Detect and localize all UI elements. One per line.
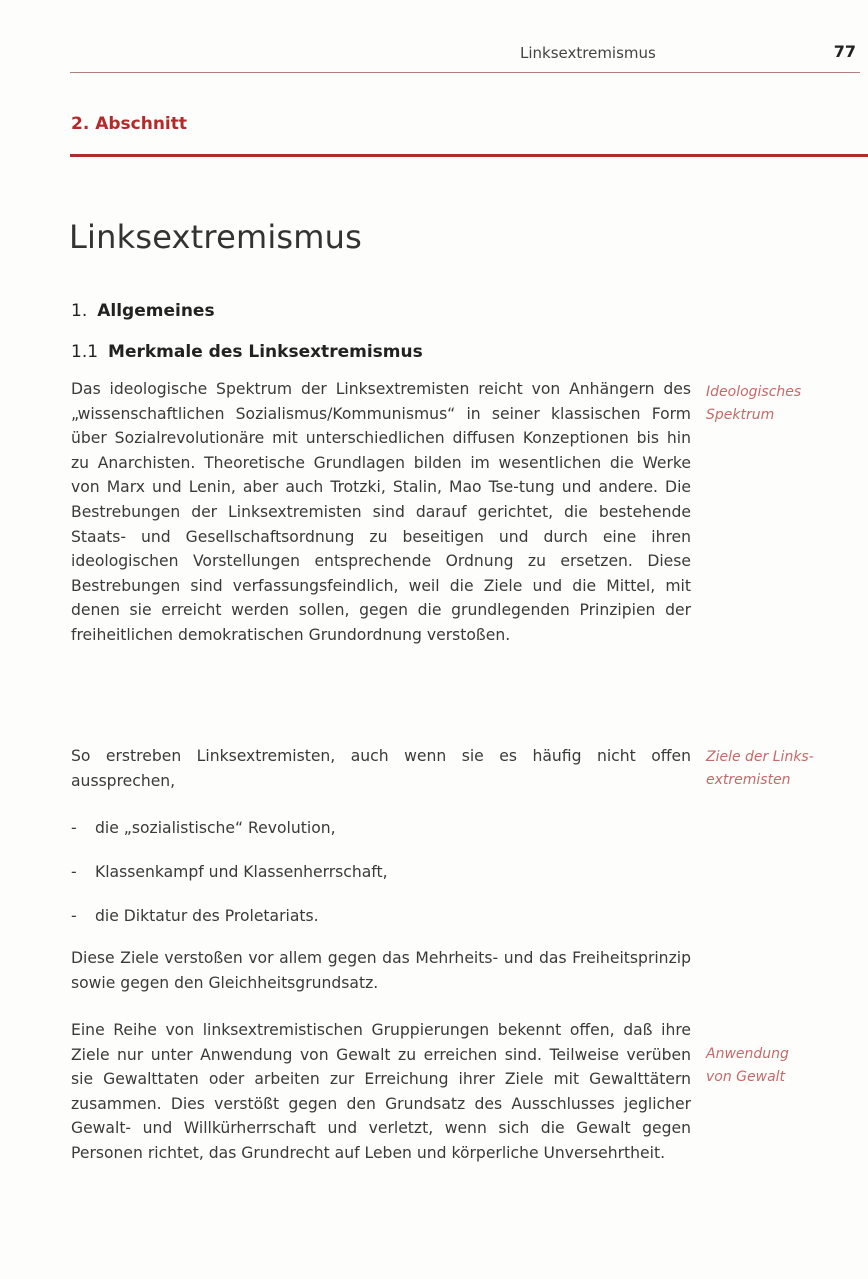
section-heading-1 <box>71 301 215 321</box>
margin-note-line: Ideologisches <box>706 384 802 400</box>
section-title: Allgemeines <box>97 301 215 321</box>
margin-note-ideological-spectrum <box>706 381 856 427</box>
section-heading-1-1 <box>71 342 423 362</box>
list-item <box>71 904 691 948</box>
list-item <box>71 860 691 904</box>
section-number: 1.1 <box>71 342 99 362</box>
section-number: 1. <box>71 301 88 321</box>
list-item <box>71 816 691 860</box>
chapter-rule <box>70 154 868 157</box>
margin-note-goals <box>706 746 856 792</box>
page-title: Linksextremismus <box>69 218 363 256</box>
list-dash: - <box>71 907 77 925</box>
list-dash: - <box>71 819 77 837</box>
paragraph-goals-intro: So erstreben Linksextremisten, auch wenn sie es häufig nicht offen aussprechen, <box>71 747 691 790</box>
list-item-text: die Diktatur des Proletariats. <box>95 907 319 925</box>
margin-note-violence <box>706 1043 856 1089</box>
paragraph-use-of-violence: Eine Reihe von linksextremistischen Gruppierungen bekennt offen, daß ihre Ziele nur unter Anwendung von Gewalt zu erreichen sind. Teilweise verüben sie Gewalttaten oder arbeiten zur Erreichung ihrer Ziele mit Gewalttätern zusammen. Dies verstößt gegen den Grundsatz des Ausschlusses jeglicher Gewalt- und Willkürherrschaft und verletzt, wenn sich die Gewalt gegen Personen richtet, das Grundrecht auf Leben und körperliche Unversehrtheit. <box>71 1021 691 1162</box>
margin-note-line: Spektrum <box>706 407 775 423</box>
margin-note-line: Anwendung <box>706 1046 789 1062</box>
paragraph-principles-violation: Diese Ziele verstoßen vor allem gegen das Mehrheits- und das Freiheitsprinzip sowie gegen den Gleichheitsgrundsatz. <box>71 949 691 992</box>
chapter-label: 2. Abschnitt <box>71 114 188 134</box>
list-item-text: die „sozialistische“ Revolution, <box>95 819 336 837</box>
paragraph-ideological-spectrum: Das ideologische Spektrum der Linksextremisten reicht von Anhängern des „wissenschaftlichen Sozialismus/Kommunismus“ in seiner klassischen Form über Sozialrevolutionäre mit unterschiedlichen diffusen Konzeptionen bis hin zu Anarchisten. Theoretische Grundlagen bilden im wesentlichen die Werke von Marx und Lenin, aber auch Trotzki, Stalin, Mao Tse-tung und andere. Die Bestrebungen der Linksextremisten sind darauf gerichtet, die bestehende Staats- und Gesellschaftsordnung zu beseitigen und durch eine ihren ideologischen Vorstellungen entsprechende Ordnung zu ersetzen. Diese Bestrebungen sind verfassungsfeindlich, weil die Ziele und die Mittel, mit denen sie erreicht werden sollen, gegen die grundlegenden Prinzipien der freiheitlichen demokratischen Grundordnung verstoßen. <box>71 380 691 644</box>
margin-note-line: extremisten <box>706 772 791 788</box>
margin-note-line: Ziele der Links- <box>706 749 814 765</box>
running-title: Linksextremismus <box>520 44 656 62</box>
header-rule <box>70 72 860 73</box>
page-number: 77 <box>833 42 856 61</box>
margin-note-line: von Gewalt <box>706 1069 786 1085</box>
section-title: Merkmale des Linksextremismus <box>108 342 423 362</box>
list-dash: - <box>71 863 77 881</box>
list-item-text: Klassenkampf und Klassenherrschaft, <box>95 863 388 881</box>
goals-list <box>71 816 691 948</box>
